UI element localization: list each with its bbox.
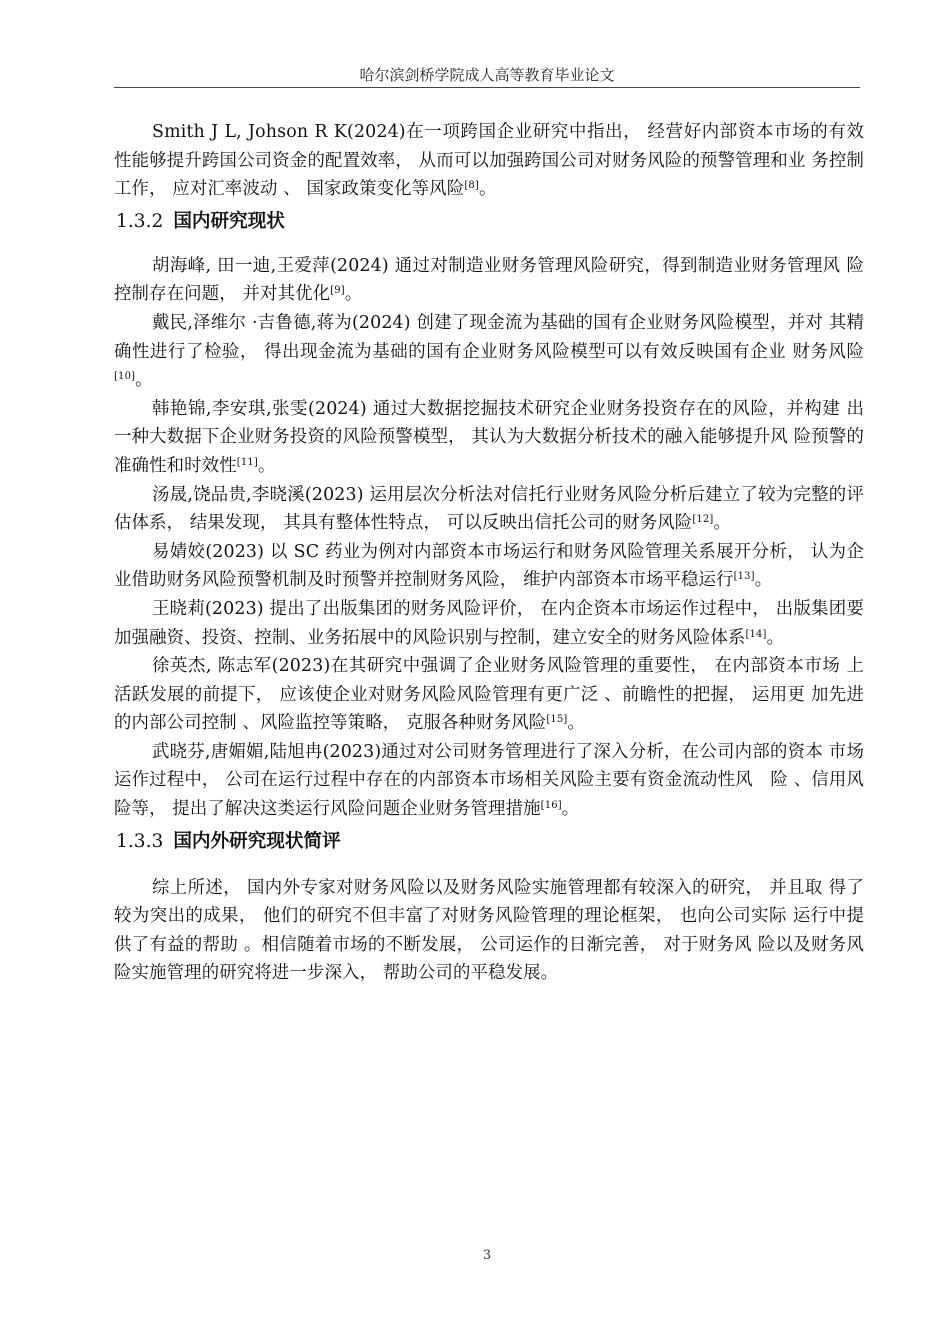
paragraph-text: 综上所述， 国内外专家对财务风险以及财务风险实施管理都有较深入的研究， 并且取 得了较为突出的成果， 他们的研究不但丰富了对财务风险管理的理论框架， 也向公司实际 运行中提供了有益的帮助 。相信随着市场的不断发展， 公司运作的日渐完善， 对于财务风 险以及财务风险实施管理的研究将进一步深入， 帮助公司的平稳发展。 [114,877,864,984]
paragraph-domestic-5 [114,538,864,595]
citation-ref: [12] [692,514,714,526]
citation-ref: [10] [114,371,136,383]
citation-ref: [15] [546,714,568,726]
paragraph-text: 易婧姣(2023) 以 SC 药业为例对内部资本市场运行和财务风险管理关系展开分析， 认为企业借助财务风险预警机制及时预警并控制财务风险， 维护内部资本市场平稳运行 [114,541,864,591]
paragraph-end: 。 [567,713,586,734]
page-number: 3 [482,1248,492,1263]
paragraph-text: 韩艳锦,李安琪,张雯(2024) 通过大数据挖掘技术研究企业财务投资存在的风险，并构建 出一种大数据下企业财务投资的风险预警模型， 其认为大数据分析技术的融入能够提升风 险预警的准确性和时效性 [114,398,864,476]
paragraph-text: 武晓芬,唐媚媚,陆旭冉(2023)通过对公司财务管理进行了深入分析，在公司内部的资本 市场运作过程中， 公司在运行过程中存在的内部资本市场相关风险主要有资金流动性风 险 、信用风险等， 提出了解决这类运行风险问题企业财务管理措施 [114,741,864,820]
paragraph-end: 。 [478,179,497,200]
section-title: 国内外研究现状简评 [173,830,341,852]
document-body [114,118,864,988]
paragraph-end: 。 [344,284,363,305]
citation-ref: [9] [330,285,345,297]
header-divider [114,87,860,88]
paragraph-end: 。 [135,370,153,391]
paragraph-end: 。 [257,455,276,476]
paragraph-text: 王晓莉(2023) 提出了出版集团的财务风险评价， 在内企资本市场运作过程中， 出版集团要加强融资、投资、控制、业务拓展中的风险识别与控制，建立安全的财务风险体系 [114,598,864,648]
section-heading-1-3-2 [114,208,864,236]
paragraph-domestic-2 [114,309,864,395]
paragraph-domestic-1 [114,252,864,309]
citation-ref: [16] [540,800,562,812]
paragraph-domestic-4 [114,481,864,538]
paragraph-end: 。 [766,627,785,648]
section-number: 1.3.2 [116,210,164,232]
paragraph-domestic-8 [114,738,864,824]
paragraph-text: 胡海峰, 田一迪,王爱萍(2024) 通过对制造业财务管理风险研究，得到制造业财务管理风 险控制存在问题， 并对其优化 [114,255,864,305]
paragraph-end: 。 [754,570,773,591]
paragraph-domestic-3 [114,395,864,481]
section-title: 国内研究现状 [173,210,285,232]
running-header: 哈尔滨剑桥学院成人高等教育毕业论文 [359,66,615,84]
citation-ref: [14] [745,628,767,640]
paragraph-domestic-7 [114,652,864,738]
section-heading-1-3-3 [114,828,864,856]
paragraph-text: 徐英杰, 陈志军(2023)在其研究中强调了企业财务风险管理的重要性， 在内部资本市场 上活跃发展的前提下， 应该使企业对财务风险风险管理有更广泛 、前瞻性的把握， 运用更 加先进的内部公司控制 、风险监控等策略， 克服各种财务风险 [114,656,864,734]
paragraph-text: Smith J L, Johson R K(2024)在一项跨国企业研究中指出， 经营好内部资本市场的有效性能够提升跨国公司资金的配置效率， 从而可以加强跨国公司对财务风险的预警管理和业 务控制工作， 应对汇率波动 、 国家政策变化等风险 [114,122,864,200]
paragraph-end: 。 [561,799,580,820]
paragraph-end: 。 [713,513,732,534]
paragraph-domestic-6 [114,595,864,652]
section-number: 1.3.3 [116,830,164,852]
paragraph-text: 戴民,泽维尔 ·吉鲁德,蒋为(2024) 创建了现金流为基础的国有企业财务风险模型，并对 其精确性进行了检验， 得出现金流为基础的国有企业财务风险模型可以有效反映国有企业 财务风险 [114,312,864,362]
citation-ref: [8] [464,180,479,192]
citation-ref: [11] [236,456,258,468]
paragraph-summary [114,874,864,988]
paragraph-text: 汤晟,饶品贵,李晓溪(2023) 运用层次分析法对信托行业财务风险分析后建立了较为完整的评估体系， 结果发现， 其具有整体性特点， 可以反映出信托公司的财务风险 [114,484,864,534]
citation-ref: [13] [733,571,755,583]
paragraph-intl-research [114,118,864,204]
